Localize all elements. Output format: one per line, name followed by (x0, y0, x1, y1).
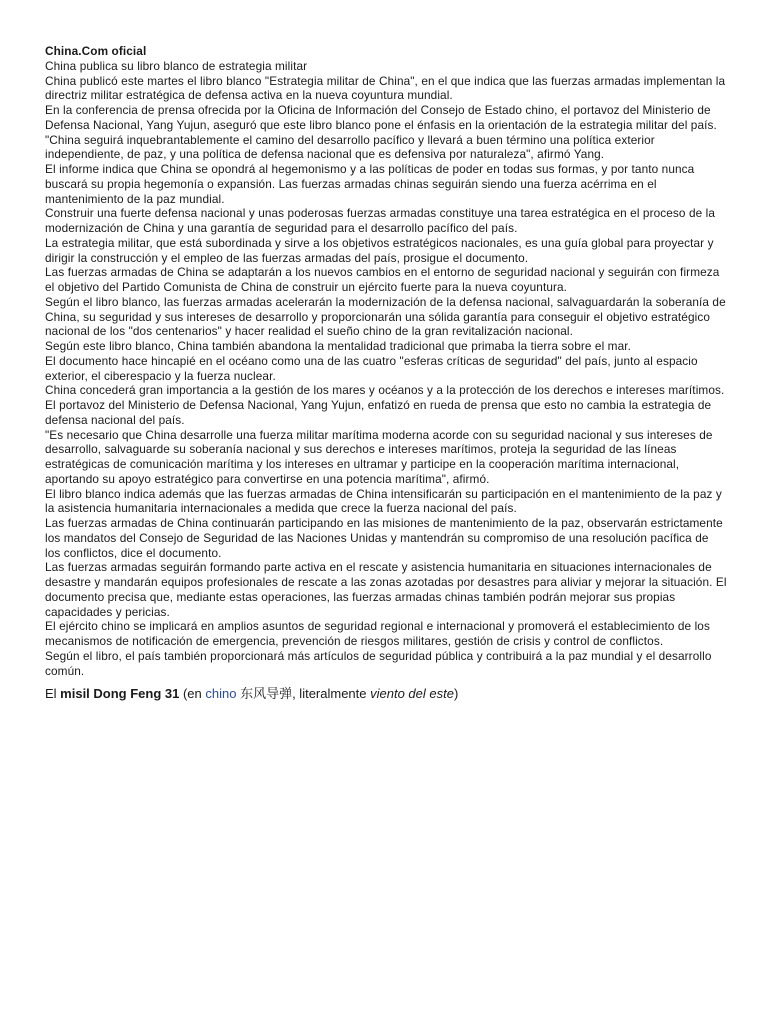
image-caption (45, 685, 727, 702)
article-paragraph: Construir una fuerte defensa nacional y unas poderosas fuerzas armadas constituye una tarea estratégica en el proceso de la modernización de China y una garantía de seguridad para el desarrollo pacífico del país. (45, 206, 716, 235)
caption-chinese-text: 东风导弹 (236, 686, 293, 702)
article-body (45, 44, 727, 678)
article-paragraph: Según el libro blanco, las fuerzas armadas acelerarán la modernización de la defensa nacional, salvaguardarán la soberanía de China, su seguridad y sus intereses de desarrollo y proporcionarán una sólida garantía para conseguir el objetivo estratégico nacional de los "dos centenarios" y hacer realidad el sueño chino de la gran revitalización nacional. (45, 294, 726, 339)
article-paragraph: China concederá gran importancia a la gestión de los mares y océanos y a la protección de los derechos e intereses marítimos. El portavoz del Ministerio de Defensa Nacional, Yang Yujun, enfatizó en rueda de prensa que esto no cambia la estrategia de defensa nacional del país. (45, 383, 725, 427)
article-source: China.Com oficial (45, 44, 147, 58)
article-paragraph: El ejército chino se implicará en amplios asuntos de seguridad regional e internacional y promoverá el establecimiento de los mecanismos de notificación de emergencia, prevención de riesgos militares, gestión de crisis y control de conflictos. (45, 619, 710, 648)
document-page (45, 44, 727, 702)
article-paragraph: Las fuerzas armadas de China continuarán participando en las misiones de mantenimiento de la paz, observarán estrictamente los mandatos del Consejo de Seguridad de las Naciones Unidas y mantendrán su compromiso de una resolución pacífica de los conflictos, dice el documento. (45, 516, 723, 560)
caption-open-paren: (en (179, 686, 206, 702)
article-paragraph: El informe indica que China se opondrá al hegemonismo y a las políticas de poder en todas sus formas, y por tanto nunca buscará su propia hegemonía o expansión. Las fuerzas armadas chinas seguirán siendo una fuerza acérrima en el mantenimiento de la paz mundial. (45, 162, 695, 206)
article-paragraph: Según el libro, el país también proporcionará más artículos de seguridad pública y contribuirá a la paz mundial y el desarrollo común. (45, 648, 712, 678)
article-paragraph: "China seguirá inquebrantablemente el camino del desarrollo pacífico y llevará a buen término una política exterior independiente, de paz, y una política de defensa nacional que es defensiva por naturaleza", afirmó Yang. (45, 132, 655, 162)
article-paragraph: China publicó este martes el libro blanco "Estrategia militar de China", en el que indica que las fuerzas armadas implementan la directriz militar estratégica de defensa activa en la nueva coyuntura mundial. (45, 73, 726, 103)
article-paragraph: "Es necesario que China desarrolle una fuerza militar marítima moderna acorde con su seguridad nacional y sus intereses de desarrollo, salvaguarde su soberanía nacional y sus derechos e intereses marítimos, proteja la seguridad de las líneas estratégicas de comunicación marítima y los intereses en ultramar y participe en la cooperación marítima internacional, aportando su apoyo estratégico para convertirse en una potencia marítima", afirmó. (45, 427, 713, 486)
chino-link[interactable]: chino (205, 686, 237, 702)
article-paragraph: Las fuerzas armadas seguirán formando parte activa en el rescate y asistencia humanitaria en situaciones internacionales de desastre y mandarán equipos profesionales de rescate a las zonas azotadas por desastres para aliviar y mejorar la situación. El documento precisa que, mediante estas operaciones, las fuerzas armadas chinas también podrán mejorar sus propias capacidades y pericias. (45, 560, 727, 619)
article-paragraph: El documento hace hincapié en el océano como una de las cuatro "esferas críticas de seguridad" del país, junto al espacio exterior, el ciberespacio y la fuerza nuclear. (45, 353, 698, 383)
article-headline: China publica su libro blanco de estrategia militar (45, 58, 308, 73)
caption-close-paren: ) (453, 686, 459, 702)
caption-middle: , literalmente (292, 686, 371, 702)
article-paragraph: Las fuerzas armadas de China se adaptarán a los nuevos cambios en el entorno de seguridad nacional y seguirán con firmeza el objetivo del Partido Comunista de China de construir un ejército fuerte para la nueva coyuntura. (45, 265, 720, 294)
caption-prefix: El (45, 686, 61, 702)
article-paragraph: Según este libro blanco, China también abandona la mentalidad tradicional que primaba la tierra sobre el mar. (45, 339, 632, 353)
article-paragraph: El libro blanco indica además que las fuerzas armadas de China intensificarán su participación en el mantenimiento de la paz y la asistencia humanitaria internacionales a medida que crece la fuerza nacional del país. (45, 486, 722, 516)
caption-bold-term: misil Dong Feng 31 (60, 686, 180, 702)
article-paragraph: La estrategia militar, que está subordinada y sirve a los objetivos estratégicos nacionales, es una guía global para proyectar y dirigir la construcción y el empleo de las fuerzas armadas del país, prosigue el documento. (45, 235, 714, 265)
article-paragraph: En la conferencia de prensa ofrecida por la Oficina de Información del Consejo de Estado chino, el portavoz del Ministerio de Defensa Nacional, Yang Yujun, aseguró que este libro blanco pone el énfasis en la orientación de la estrategia militar del país. (45, 103, 717, 132)
caption-italic-text: viento del este (370, 686, 454, 702)
